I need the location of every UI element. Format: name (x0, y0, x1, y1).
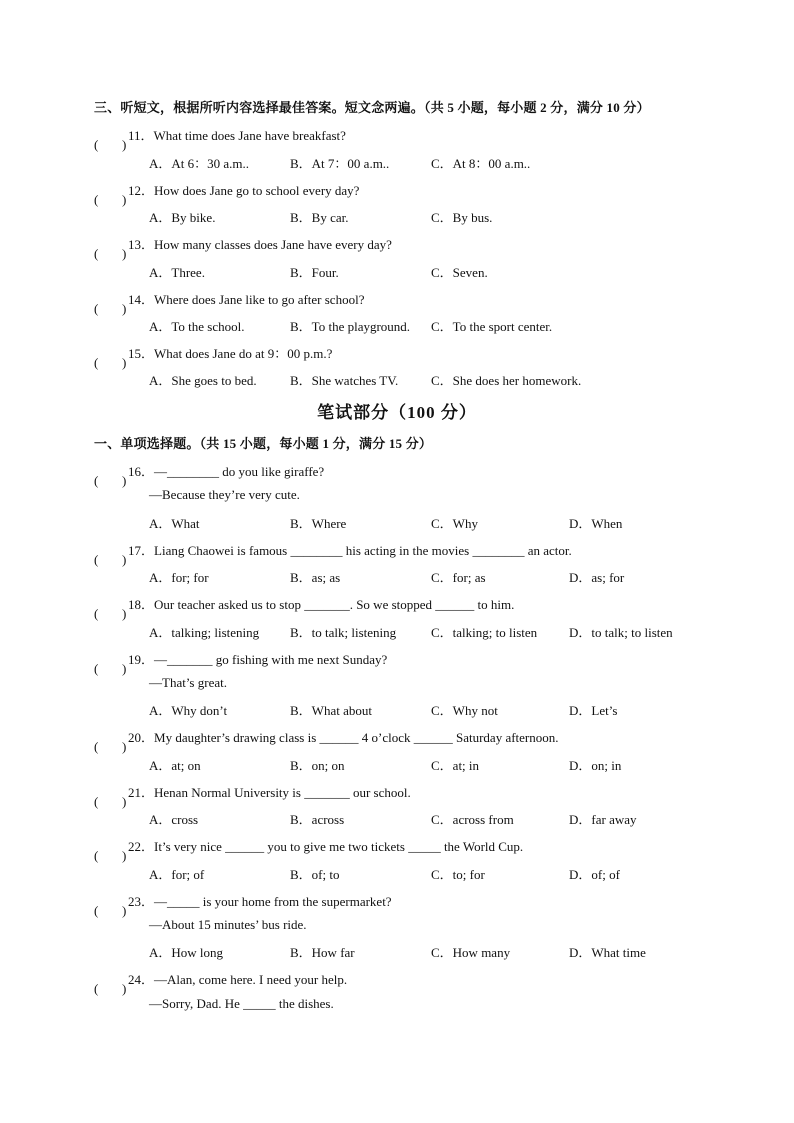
section-1-heading: 一、单项选择题。（共 15 小题，每小题 1 分，满分 15 分） (94, 436, 433, 451)
option-c: C．across from (431, 812, 514, 827)
question-17: ( ) 17．Liang Chaowei is famous ________ his acting in the movies ________ an actor. (94, 540, 158, 556)
question-15: ( ) 15．What does Jane do at 9：00 p.m.? (94, 343, 158, 359)
option-d: D．as; for (569, 570, 625, 585)
question-response: —That’s great. (149, 675, 227, 690)
option-b: B．Four. (290, 265, 339, 280)
option-a: A．talking; listening (149, 625, 260, 640)
option-c: C．at; in (431, 758, 480, 773)
option-c: C．How many (431, 945, 511, 960)
question-18: ( ) 18．Our teacher asked us to stop _______. So we stopped ______ to him. (94, 594, 158, 610)
question-16: ( ) 16．—________ do you like giraffe? (94, 461, 158, 477)
question-20: ( ) 20．My daughter’s drawing class is ______ 4 o’clock ______ Saturday afternoon. (94, 727, 158, 743)
question-text: 17．Liang Chaowei is famous ________ his acting in the movies ________ an actor. (128, 543, 572, 558)
option-a: A．By bike. (149, 210, 216, 225)
option-c: C．Seven. (431, 265, 488, 280)
option-a: A．What (149, 516, 200, 531)
question-response: —Sorry, Dad. He _____ the dishes. (149, 996, 334, 1011)
written-part-title: 笔试部分（100 分） (317, 403, 477, 422)
question-text: 20．My daughter’s drawing class is ______ 4 o’clock ______ Saturday afternoon. (128, 730, 559, 745)
question-response: —About 15 minutes’ bus ride. (149, 917, 307, 932)
question-text: 12．How does Jane go to school every day? (128, 183, 360, 198)
option-d: D．Let’s (569, 703, 618, 718)
option-c: C．to; for (431, 867, 485, 882)
option-d: D．of; of (569, 867, 620, 882)
option-a: A．Three. (149, 265, 205, 280)
option-c: C．By bus. (431, 210, 493, 225)
question-13: ( ) 13．How many classes does Jane have every day? (94, 234, 158, 250)
question-text: 16．—________ do you like giraffe? (128, 464, 325, 479)
option-d: D．When (569, 516, 623, 531)
section-3-heading: 三、听短文，根据所听内容选择最佳答案。短文念两遍。（共 5 小题，每小题 2 分，满分 10 分） (94, 100, 650, 115)
question-23: ( ) 23．—_____ is your home from the supermarket? (94, 891, 158, 907)
option-b: B．By car. (290, 210, 349, 225)
question-text: 11．What time does Jane have breakfast? (128, 128, 346, 143)
question-11: ( ) 11．What time does Jane have breakfast? (94, 125, 158, 141)
option-b: B．on; on (290, 758, 345, 773)
question-21: ( ) 21．Henan Normal University is _______ our school. (94, 782, 158, 798)
option-a: A．She goes to bed. (149, 373, 257, 388)
option-c: C．Why not (431, 703, 498, 718)
option-b: B．Where (290, 516, 347, 531)
question-text: 23．—_____ is your home from the supermarket? (128, 894, 392, 909)
option-b: B．What about (290, 703, 372, 718)
option-c: C．At 8：00 a.m.. (431, 156, 531, 171)
question-text: 13．How many classes does Jane have every day? (128, 237, 392, 252)
option-b: B．across (290, 812, 345, 827)
question-text: 19．—_______ go fishing with me next Sunday? (128, 652, 388, 667)
question-22: ( ) 22．It’s very nice ______ you to give me two tickets _____ the World Cup. (94, 836, 158, 852)
question-14: ( ) 14．Where does Jane like to go after school? (94, 289, 158, 305)
option-a: A．To the school. (149, 319, 245, 334)
question-text: 15．What does Jane do at 9：00 p.m.? (128, 346, 333, 361)
option-a: A．for; for (149, 570, 209, 585)
option-a: A．cross (149, 812, 199, 827)
question-text: 22．It’s very nice ______ you to give me two tickets _____ the World Cup. (128, 839, 524, 854)
question-12: ( ) 12．How does Jane go to school every day? (94, 180, 158, 196)
option-b: B．of; to (290, 867, 340, 882)
option-d: D．What time (569, 945, 646, 960)
option-a: A．At 6：30 a.m.. (149, 156, 250, 171)
option-b: B．At 7：00 a.m.. (290, 156, 390, 171)
question-text: 24．—Alan, come here. I need your help. (128, 972, 348, 987)
option-d: D．on; in (569, 758, 622, 773)
option-b: B．as; as (290, 570, 341, 585)
option-c: C．She does her homework. (431, 373, 582, 388)
option-a: A．for; of (149, 867, 205, 882)
question-19: ( ) 19．—_______ go fishing with me next Sunday? (94, 649, 158, 665)
option-a: A．How long (149, 945, 224, 960)
question-24: ( ) 24．—Alan, come here. I need your help. (94, 969, 158, 985)
option-b: B．She watches TV. (290, 373, 399, 388)
option-b: B．To the playground. (290, 319, 411, 334)
option-a: A．Why don’t (149, 703, 228, 718)
option-d: D．far away (569, 812, 637, 827)
question-response: —Because they’re very cute. (149, 487, 300, 502)
option-b: B．How far (290, 945, 355, 960)
question-text: 21．Henan Normal University is _______ our school. (128, 785, 411, 800)
option-c: C．for; as (431, 570, 486, 585)
question-text: 14．Where does Jane like to go after school? (128, 292, 365, 307)
option-c: C．talking; to listen (431, 625, 538, 640)
option-c: C．To the sport center. (431, 319, 553, 334)
option-d: D．to talk; to listen (569, 625, 673, 640)
option-b: B．to talk; listening (290, 625, 397, 640)
option-a: A．at; on (149, 758, 201, 773)
option-c: C．Why (431, 516, 478, 531)
question-text: 18．Our teacher asked us to stop _______. So we stopped ______ to him. (128, 597, 515, 612)
